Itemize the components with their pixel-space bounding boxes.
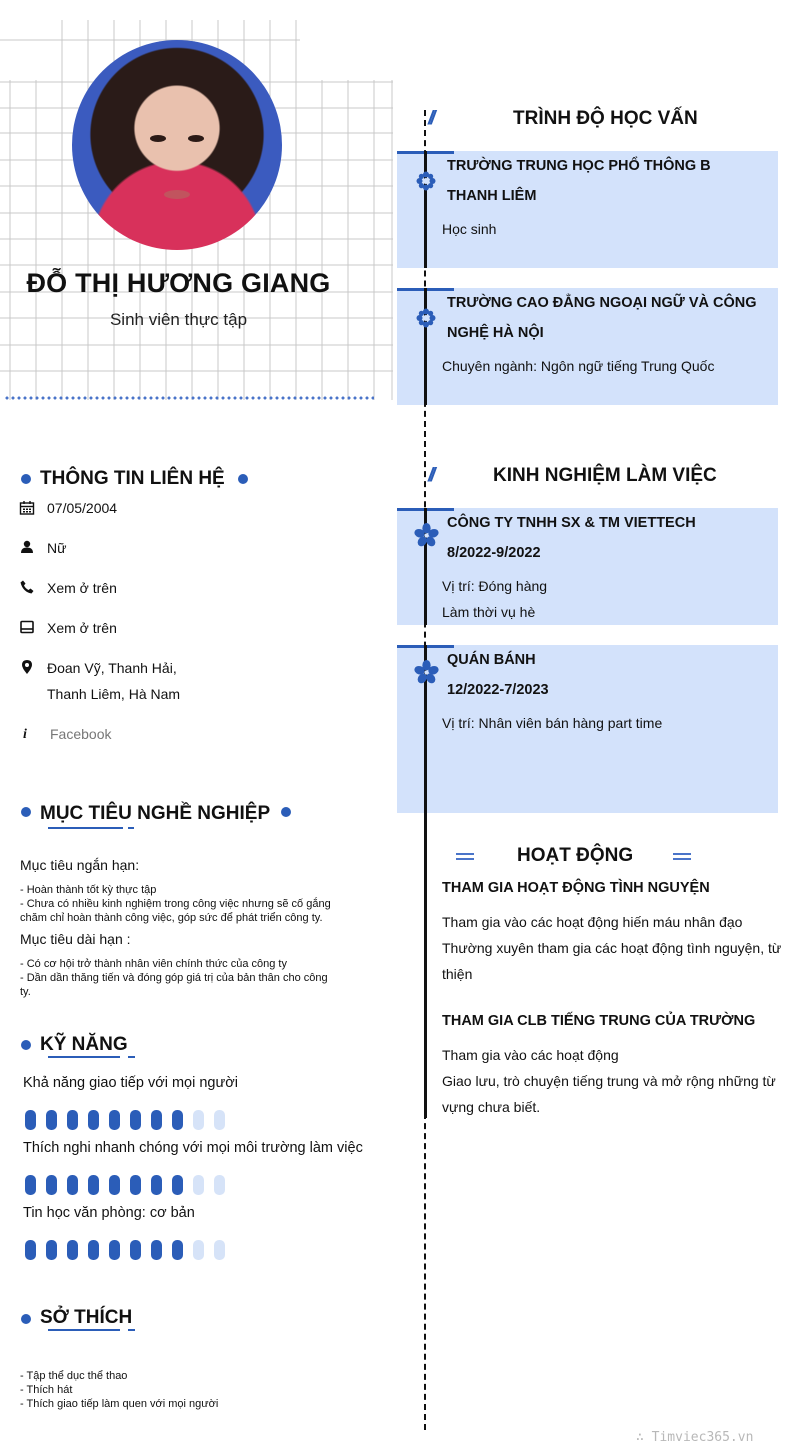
email-icon bbox=[19, 619, 35, 635]
skill-level-pill bbox=[109, 1110, 120, 1130]
activities-title: HOẠT ĐỘNG bbox=[517, 845, 634, 866]
short-term-goal-label: Mục tiêu ngắn hạn: bbox=[20, 857, 140, 873]
profile-role: Sinh viên thực tập bbox=[109, 310, 248, 329]
skill-name: Khả năng giao tiếp với mọi người bbox=[23, 1075, 238, 1091]
skill-level-pill bbox=[151, 1240, 162, 1260]
skill-level-bar bbox=[25, 1175, 225, 1195]
title-underline bbox=[48, 827, 123, 829]
skill-level-pill bbox=[88, 1110, 99, 1130]
contact-address-line2: Thanh Liêm, Hà Nam bbox=[47, 686, 181, 702]
skill-level-pill bbox=[172, 1240, 183, 1260]
activity-detail: vựng chưa biết. bbox=[442, 1099, 541, 1115]
long-term-goal-item: - Có cơ hội trở thành nhân viên chính thức của công ty bbox=[20, 958, 287, 970]
education-school: NGHỆ HÀ NỘI bbox=[447, 325, 544, 341]
skill-level-pill bbox=[46, 1110, 57, 1130]
hobbies-title: SỞ THÍCH bbox=[40, 1307, 133, 1328]
skill-level-pill bbox=[130, 1110, 141, 1130]
skill-level-pill bbox=[193, 1110, 204, 1130]
education-detail: Học sinh bbox=[442, 221, 497, 237]
title-underline bbox=[128, 1056, 135, 1058]
experience-title: KINH NGHIỆM LÀM VIỆC bbox=[493, 465, 717, 486]
timeline-solid bbox=[424, 813, 427, 1118]
education-school: THANH LIÊM bbox=[447, 188, 537, 204]
activity-detail: Thường xuyên tham gia các hoạt động tình nguyện, từ bbox=[442, 940, 782, 956]
activity-title: THAM GIA HOẠT ĐỘNG TÌNH NGUYỆN bbox=[442, 880, 710, 896]
experience-detail: Vị trí: Đóng hàng bbox=[442, 578, 548, 594]
title-underline bbox=[128, 1329, 135, 1331]
avatar-eye bbox=[188, 135, 204, 142]
skill-level-pill bbox=[67, 1110, 78, 1130]
experience-company: CÔNG TY TNHH SX & TM VIETTECH bbox=[447, 515, 696, 531]
long-term-goal-label: Mục tiêu dài hạn : bbox=[20, 931, 131, 947]
section-bullet bbox=[238, 474, 248, 484]
experience-detail: Vị trí: Nhân viên bán hàng part time bbox=[442, 715, 663, 731]
avatar-lips bbox=[164, 190, 190, 199]
skill-level-pill bbox=[46, 1175, 57, 1195]
skill-level-pill bbox=[172, 1175, 183, 1195]
long-term-goal-item: - Dần dần thăng tiến và đóng góp giá trị của bản thân cho công bbox=[20, 972, 328, 984]
skill-level-pill bbox=[130, 1175, 141, 1195]
facebook-link[interactable]: Facebook bbox=[50, 726, 112, 742]
skill-level-bar bbox=[25, 1240, 225, 1260]
activity-title: THAM GIA CLB TIẾNG TRUNG CỦA TRƯỜNG bbox=[442, 1013, 756, 1029]
watermark: ∴ Timviec365.vn bbox=[636, 1430, 754, 1445]
activity-detail: Tham gia vào các hoạt động hiến máu nhân đạo bbox=[442, 914, 743, 930]
experience-detail: Làm thời vụ hè bbox=[442, 604, 536, 620]
education-detail: Chuyên ngành: Ngôn ngữ tiếng Trung Quốc bbox=[442, 358, 715, 374]
slash-decoration: // bbox=[428, 465, 433, 486]
skill-level-pill bbox=[151, 1175, 162, 1195]
long-term-goal-item: ty. bbox=[20, 986, 31, 998]
activity-detail: Giao lưu, trò chuyện tiếng trung và mở rộng những từ bbox=[442, 1073, 776, 1089]
flower-icon bbox=[414, 660, 439, 685]
svg-text:i: i bbox=[23, 727, 27, 741]
activity-detail: Tham gia vào các hoạt động bbox=[442, 1047, 619, 1063]
section-bullet bbox=[21, 1040, 31, 1050]
contact-email: Xem ở trên bbox=[47, 620, 117, 636]
skill-level-pill bbox=[109, 1240, 120, 1260]
skill-level-pill bbox=[214, 1110, 225, 1130]
skill-level-pill bbox=[130, 1240, 141, 1260]
short-term-goal-item: chăm chỉ hoàn thành công việc, góp sức để phát triển công ty. bbox=[20, 912, 323, 924]
section-bullet bbox=[21, 1314, 31, 1324]
skill-level-pill bbox=[214, 1175, 225, 1195]
short-term-goal-item: - Hoàn thành tốt kỳ thực tập bbox=[20, 884, 157, 896]
slash-decoration: // bbox=[428, 108, 433, 129]
dotted-divider bbox=[4, 396, 374, 400]
experience-company: QUÁN BÁNH bbox=[447, 652, 536, 668]
goals-title: MỤC TIÊU NGHỀ NGHIỆP bbox=[40, 803, 271, 824]
skill-level-pill bbox=[172, 1110, 183, 1130]
section-bullet bbox=[21, 474, 31, 484]
education-title: TRÌNH ĐỘ HỌC VẤN bbox=[513, 108, 698, 129]
contact-birthday: 07/05/2004 bbox=[47, 500, 118, 516]
equals-decoration bbox=[456, 853, 474, 860]
skill-level-pill bbox=[151, 1110, 162, 1130]
skill-level-pill bbox=[25, 1240, 36, 1260]
hobby-item: - Thích giao tiếp làm quen với mọi người bbox=[20, 1398, 219, 1410]
skill-level-pill bbox=[193, 1175, 204, 1195]
section-bullet bbox=[281, 807, 291, 817]
contact-phone: Xem ở trên bbox=[47, 580, 117, 596]
skill-name: Tin học văn phòng: cơ bản bbox=[23, 1205, 195, 1221]
title-underline bbox=[48, 1056, 120, 1058]
education-school: TRƯỜNG TRUNG HỌC PHỔ THÔNG B bbox=[447, 158, 711, 174]
skill-level-pill bbox=[25, 1110, 36, 1130]
equals-decoration bbox=[673, 853, 691, 860]
skill-level-pill bbox=[67, 1240, 78, 1260]
timeline-solid bbox=[424, 288, 427, 405]
contact-gender: Nữ bbox=[47, 540, 67, 556]
calendar-icon bbox=[19, 500, 35, 516]
location-icon bbox=[19, 659, 35, 675]
experience-period: 12/2022-7/2023 bbox=[447, 682, 549, 698]
flower-icon bbox=[416, 308, 436, 328]
avatar bbox=[72, 40, 282, 250]
avatar-eye bbox=[150, 135, 166, 142]
timeline-solid bbox=[424, 151, 427, 268]
skill-level-pill bbox=[46, 1240, 57, 1260]
skill-level-pill bbox=[25, 1175, 36, 1195]
section-bullet bbox=[21, 807, 31, 817]
hobby-item: - Tập thể dục thể thao bbox=[20, 1370, 128, 1382]
skills-title: KỸ NĂNG bbox=[40, 1034, 128, 1055]
skill-level-pill bbox=[88, 1240, 99, 1260]
skill-level-pill bbox=[109, 1175, 120, 1195]
short-term-goal-item: - Chưa có nhiều kinh nghiệm trong công việc nhưng sẽ cố gắng bbox=[20, 898, 331, 910]
title-underline bbox=[128, 827, 134, 829]
contact-title: THÔNG TIN LIÊN HỆ bbox=[40, 468, 225, 489]
phone-icon bbox=[19, 579, 35, 595]
hobby-item: - Thích hát bbox=[20, 1384, 73, 1396]
profile-name: ĐỖ THỊ HƯƠNG GIANG bbox=[26, 268, 331, 298]
skill-level-pill bbox=[88, 1175, 99, 1195]
flower-icon bbox=[414, 523, 439, 548]
experience-period: 8/2022-9/2022 bbox=[447, 545, 541, 561]
skill-level-pill bbox=[67, 1175, 78, 1195]
flower-icon bbox=[416, 171, 436, 191]
education-school: TRƯỜNG CAO ĐẲNG NGOẠI NGỮ VÀ CÔNG bbox=[447, 295, 757, 311]
info-icon bbox=[19, 725, 35, 741]
title-underline bbox=[48, 1329, 120, 1331]
contact-address-line1: Đoan Vỹ, Thanh Hải, bbox=[47, 660, 177, 676]
skill-level-bar bbox=[25, 1110, 225, 1130]
skill-name: Thích nghi nhanh chóng với mọi môi trường làm việc bbox=[23, 1140, 363, 1156]
person-icon bbox=[19, 539, 35, 555]
skill-level-pill bbox=[214, 1240, 225, 1260]
skill-level-pill bbox=[193, 1240, 204, 1260]
activity-detail: thiện bbox=[442, 966, 473, 982]
